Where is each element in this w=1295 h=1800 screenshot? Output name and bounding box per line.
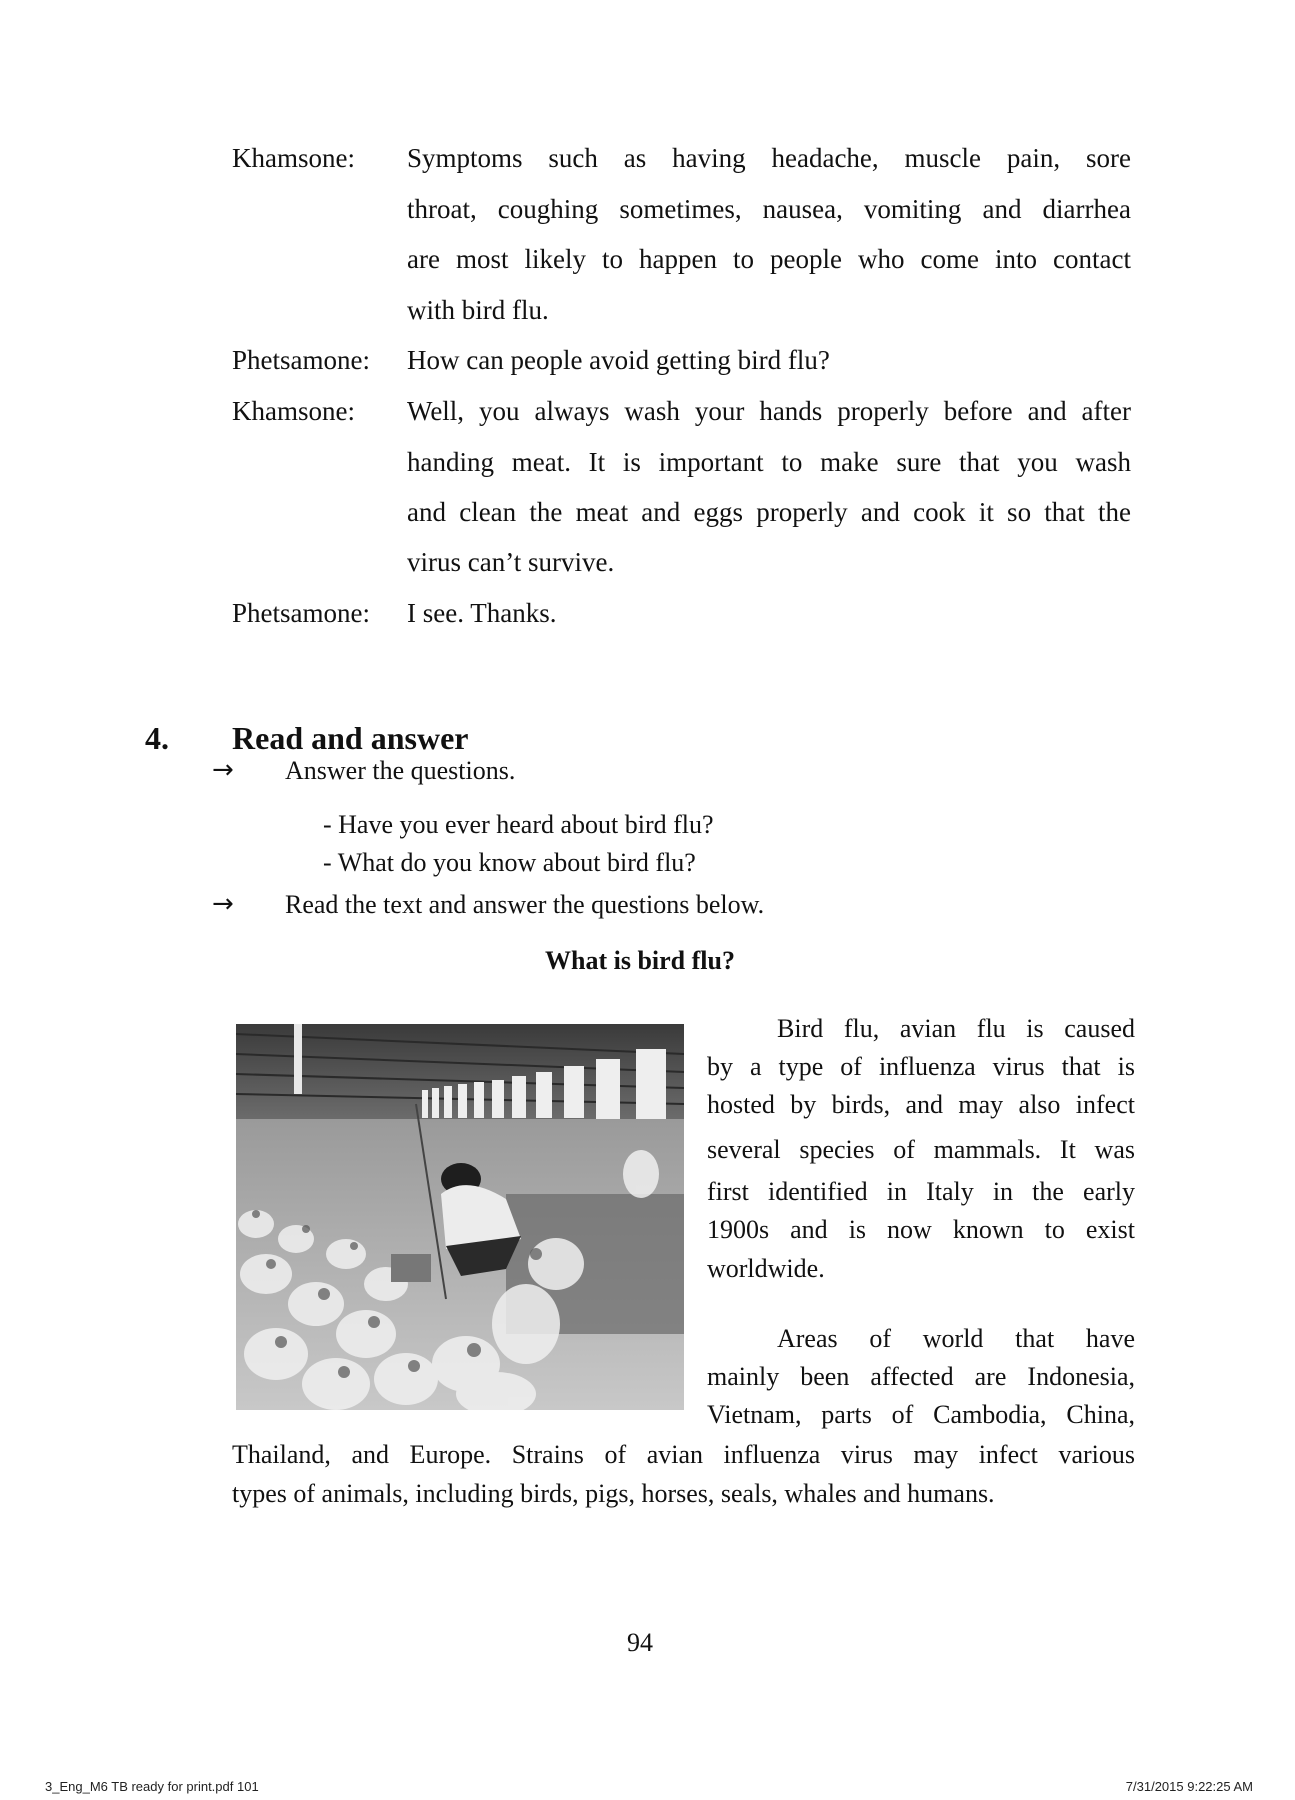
dialog-line: Symptoms such as having headache, muscle pain, sore <box>407 143 1131 173</box>
dialog-line: virus can’t survive. <box>407 547 615 577</box>
dialog-line: I see. Thanks. <box>407 598 557 628</box>
footer-timestamp: 7/31/2015 9:22:25 AM <box>1125 1779 1253 1794</box>
paragraph-line: Thailand, and Europe. Strains of avian influenza virus may infect various <box>232 1440 1135 1469</box>
dialog-speaker: Phetsamone: <box>232 598 370 628</box>
paragraph-line: 1900s and is now known to exist <box>707 1215 1135 1244</box>
paragraph-line: worldwide. <box>707 1254 825 1283</box>
poultry-farm-photo <box>236 1024 684 1410</box>
dialog-speaker: Khamsone: <box>232 143 355 173</box>
question-bullet: - Have you ever heard about bird flu? <box>323 810 714 839</box>
question-bullet: - What do you know about bird flu? <box>323 848 696 877</box>
paragraph-line: first identified in Italy in the early <box>707 1177 1135 1206</box>
dialog-speaker: Khamsone: <box>232 396 355 426</box>
instruction-text: Read the text and answer the questions below. <box>285 890 765 919</box>
dialog-line: handing meat. It is important to make sure that you wash <box>407 447 1131 477</box>
arrow-right-icon: → <box>212 755 234 785</box>
paragraph-line: several species of mammals. It was <box>707 1135 1135 1164</box>
paragraph-line: Areas of world that have <box>777 1324 1135 1353</box>
dialog-line: throat, coughing sometimes, nausea, vomiting and diarrhea <box>407 194 1131 224</box>
footer-filename: 3_Eng_M6 TB ready for print.pdf 101 <box>45 1779 259 1794</box>
instruction-text: Answer the questions. <box>285 756 516 785</box>
paragraph-line: Bird flu, avian flu is caused <box>777 1014 1135 1043</box>
dialog-line: How can people avoid getting bird flu? <box>407 345 830 375</box>
arrow-right-icon: → <box>212 889 234 919</box>
poultry-farm-image <box>236 1024 684 1410</box>
dialog-line: are most likely to happen to people who come into contact <box>407 244 1131 274</box>
section-number: 4. <box>145 720 169 756</box>
dialog-line: Well, you always wash your hands properly before and after <box>407 396 1131 426</box>
article-title: What is bird flu? <box>545 946 735 975</box>
paragraph-line: Vietnam, parts of Cambodia, China, <box>707 1400 1135 1429</box>
dialog-speaker: Phetsamone: <box>232 345 370 375</box>
paragraph-line: by a type of influenza virus that is <box>707 1052 1135 1081</box>
section-title: Read and answer <box>232 720 469 756</box>
page-number: 94 <box>627 1628 653 1657</box>
paragraph-line: hosted by birds, and may also infect <box>707 1090 1135 1119</box>
paragraph-line: types of animals, including birds, pigs, horses, seals, whales and humans. <box>232 1479 995 1508</box>
dialog-line: and clean the meat and eggs properly and cook it so that the <box>407 497 1131 527</box>
dialog-line: with bird flu. <box>407 295 549 325</box>
paragraph-line: mainly been affected are Indonesia, <box>707 1362 1135 1391</box>
